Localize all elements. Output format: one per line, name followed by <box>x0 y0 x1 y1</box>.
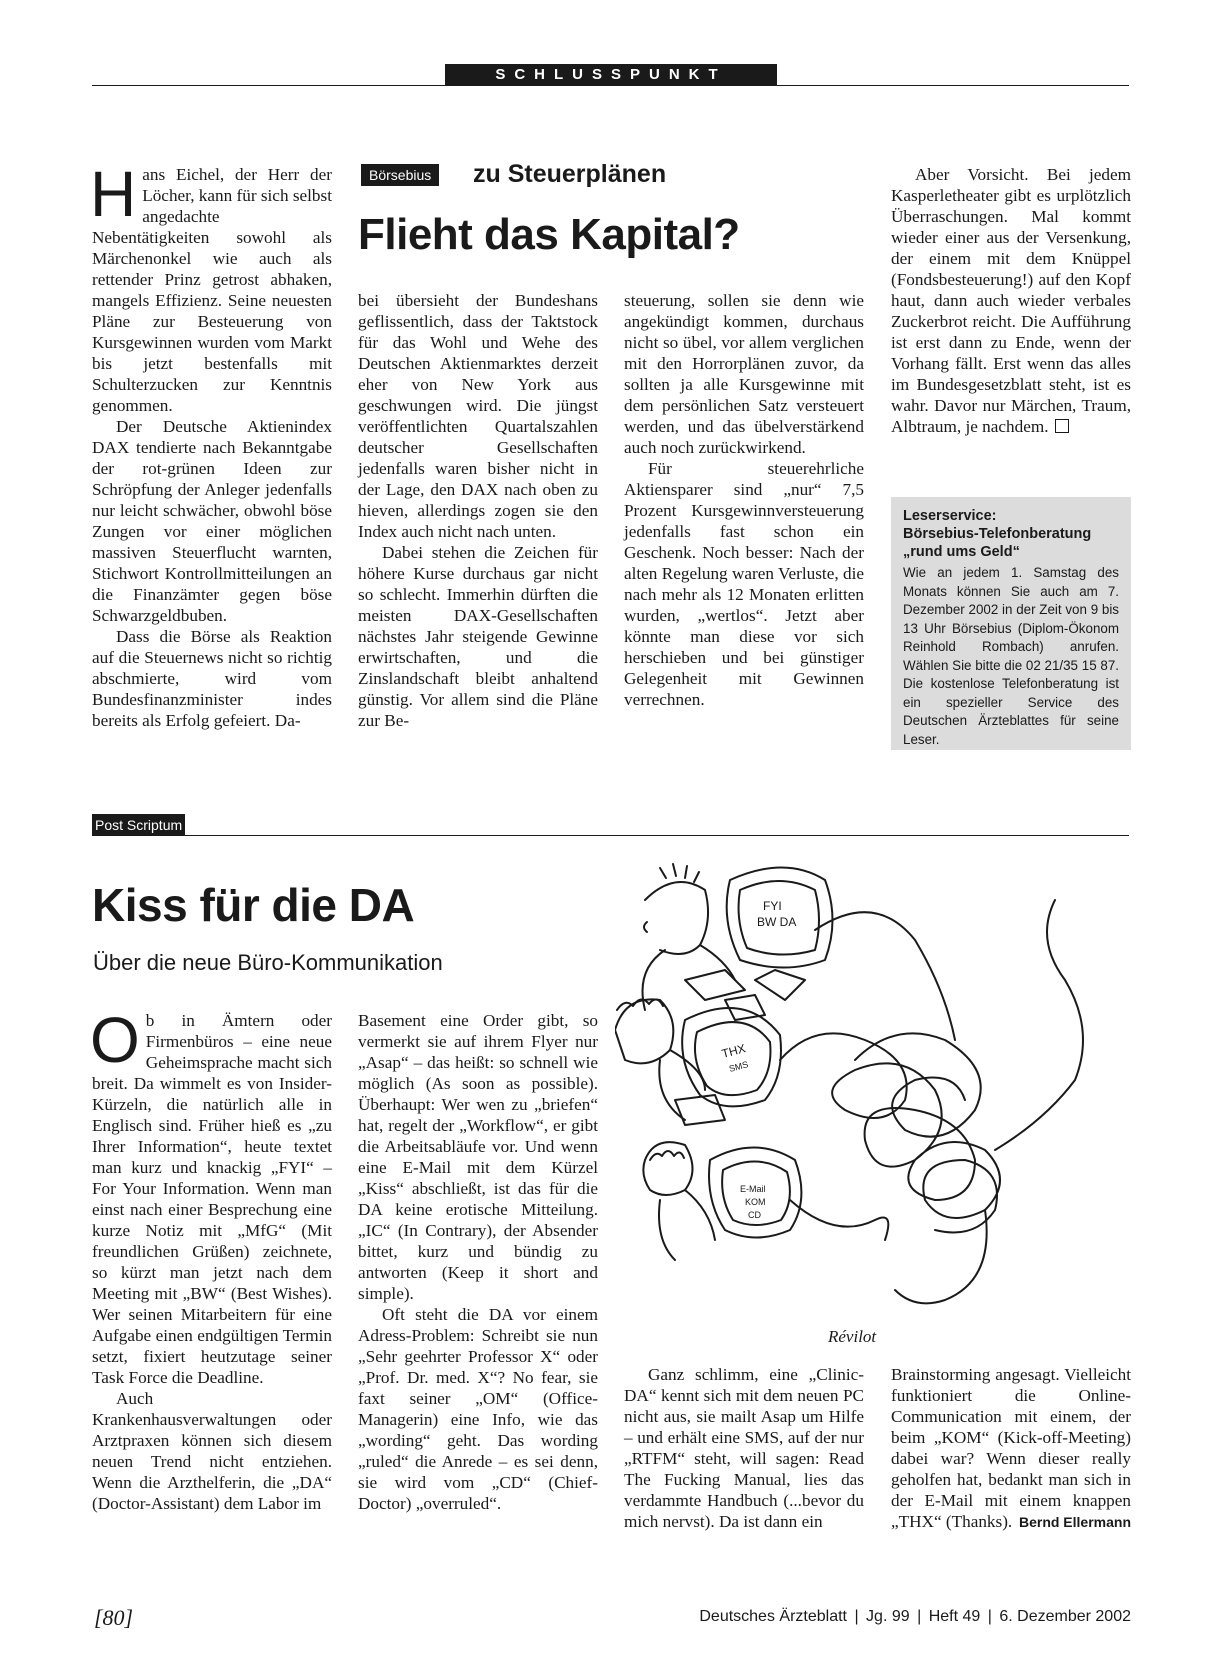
paragraph: Dabei stehen die Zeichen für höhere Kurse durchaus gar nicht so schlecht. Immerhin dürften die meisten DAX-Gesellschaften nächstes Jahr steigende Gewinne erwirtschaften, und die Zinslandschaft bleibt anhaltend günstig. Vor allem sind die Pläne zur Be- <box>358 543 598 730</box>
cartoon-illustration <box>615 860 1130 1350</box>
article2-column-4 <box>891 1364 1131 1532</box>
paragraph: bei übersieht der Bundeshans geflissentlich, dass der Taktstock für das Wohl und Wehe des Deutschen Aktienmarktes derzeit eher von New York aus geschwungen wird. Die jüngst veröffentlichten Quartalszahlen deutscher Gesellschaften jedenfalls waren bisher nicht in der Lage, den DAX nach oben zu hieven, allerdings zogen sie den Index auch nicht nach unten. <box>358 291 598 541</box>
paragraph: Aber Vorsicht. Bei jedem Kasperletheater gibt es urplötzlich Überraschungen. Mal kommt wieder einer aus der Versenkung, der einem mit dem Knüppel (Fondsbesteuerung!) auf den Kopf haut, dann auch wieder verbales Zuckerbrot reicht. Die Aufführung ist erst dann zu Ende, wenn der Vorhang fällt. Erst wenn das alles im Bundesgesetzblatt steht, ist es wahr. Davor nur Märchen, Traum, Albtraum, je nachdem. <box>891 165 1131 436</box>
article1-column-2 <box>358 290 598 731</box>
article1-column-3 <box>624 290 864 710</box>
author-name: Bernd Ellermann <box>1018 1514 1131 1530</box>
article2-column-2 <box>358 1010 598 1514</box>
leserservice-box <box>891 497 1131 750</box>
screen-label: CD <box>748 1210 761 1220</box>
drop-cap: H <box>90 158 137 230</box>
drop-cap: O <box>90 1004 140 1076</box>
end-mark-icon <box>1055 419 1069 433</box>
section-rule <box>92 835 1129 836</box>
paragraph: ans Eichel, der Herr der Löcher, kann für sich selbst angedachte Nebentätigkeiten sowohl als Märchenonkel wie auch als rettender Prinz getrost abhaken, mangels Effizienz. Seine neuesten Pläne zur Besteuerung von Kursgewinnen wurden vom Markt bis jetzt bestenfalls mit Schulterzucken zur Kenntnis genommen. <box>92 165 332 415</box>
screen-label: KOM <box>745 1197 766 1207</box>
article2-tag: Post Scriptum <box>92 814 185 836</box>
screen-label: E-Mail <box>740 1184 766 1194</box>
paragraph: b in Ämtern oder Firmenbüros – eine neue Geheimsprache macht sich breit. Da wimmelt es von Insider-Kürzeln, die natürlich alle in Englisch sind. Früher hieß es „zu Ihrer Information“, heute textet man kurz und knackig „FYI“ – For Your Information. Wenn man einst nach einer Besprechung eine kurze Notiz mit „MfG“ (Mit freundlichen Grüßen) zeichnete, so kürzt man jetzt nach dem Meeting mit „BW“ (Best Wishes). Wer seinen Mitarbeitern für eine Aufgabe einen endgültigen Termin setzt, fixiert heutzutage seiner Task Force die Deadline. <box>92 1011 332 1387</box>
section-title: SCHLUSSPUNKT <box>445 64 777 85</box>
volume: Jg. 99 <box>866 1608 910 1625</box>
paragraph: steuerung, sollen sie denn wie angekündigt kommen, durchaus nicht so übel, vor allem verglichen mit den Horrorplänen zuvor, da sollten ja alle Kursgewinne mit dem persönlichen Satz versteuert werden, und das übelverstärkend auch noch zurückwirkend. <box>624 291 864 457</box>
paragraph: Auch Krankenhausverwaltungen oder Arztpraxen können sich diesem neuen Trend nicht entziehen. Wenn die Arzthelferin, die „DA“ (Doctor-Assistant) dem Labor im <box>92 1389 332 1513</box>
paragraph: Dass die Börse als Reaktion auf die Steuernews nicht so richtig abschmierte, wird vom Bundesfinanzminister indes bereits als Erfolg gefeiert. Da- <box>92 627 332 730</box>
box-title: Börsebius-Telefonberatung <box>903 526 1092 542</box>
paragraph: Ganz schlimm, eine „Clinic-DA“ kennt sich mit dem neuen PC nicht aus, sie mailt Asap um Hilfe – und erhält eine SMS, auf der nur „RTFM“ steht, will sagen: Read The Fucking Manual, lies das verdammte Handbuch (...bevor du mich nervst). Da ist dann ein <box>624 1365 864 1531</box>
screen-label: FYI <box>763 899 782 913</box>
article1-tag: Börsebius <box>361 164 439 186</box>
page-number: [80] <box>94 1605 134 1630</box>
paragraph: Oft steht die DA vor einem Adress-Problem: Schreibt sie nun „Sehr geehrter Professor X“ oder „Prof. Dr. med. X“? No fear, sie faxt seiner „OM“ (Office-Managerin) eine Info, wie das „wording“ geht. Das wording „ruled“ die Anrede – es sei denn, sie wird vom „CD“ (Chief-Doctor) „overruled“. <box>358 1305 598 1513</box>
screen-label: SMS <box>727 1059 750 1074</box>
issue: Heft 49 <box>928 1608 981 1625</box>
article2-column-1 <box>90 1004 332 1514</box>
screen-label: THX <box>720 1041 747 1061</box>
article2-column-3 <box>624 1364 864 1532</box>
person-head <box>645 882 708 954</box>
tangled-cable <box>780 1033 1000 1232</box>
paragraph: Der Deutsche Aktienindex DAX tendierte nach Bekanntgabe der rot-grünen Ideen zur Schröpfung der Anleger jedenfalls nur leicht schwächer, obwohl böse Zungen vor einer möglichen massiven Steuerflucht warnten, Stichwort Kontrollmitteilungen an die Finanzämter gegen böse Schwarzgeldbuben. <box>92 417 332 625</box>
paragraph: Brainstorming angesagt. Vielleicht funktioniert die Online-Communication mit einem, der beim „KOM“ (Kick-off-Meeting) dabei war? Wenn dieser really geholfen hat, bedankt man sich in der E-Mail mit einem knappen „THX“ (Thanks). <box>891 1365 1131 1531</box>
artist-signature: Révilot <box>828 1327 877 1346</box>
box-title: Leserservice: <box>903 508 997 524</box>
article1-column-1 <box>90 158 332 731</box>
footer-citation: Deutsches Ärzteblatt | Jg. 99 | Heft 49 | 6. Dezember 2002 <box>699 1608 1131 1625</box>
box-body: Wie an jedem 1. Samstag des Monats können Sie auch am 7. Dezember 2002 in der Zeit von 9 bis 13 Uhr Börsebius (Diplom-Ökonom Reinhold Rombach) anrufen. Wählen Sie bitte die 02 21/35 15 87. Die kostenlose Telefonberatung ist ein spezieller Service des Deutschen Ärzteblattes für seine Leser. <box>903 565 1119 747</box>
screen-label: BW DA <box>757 915 797 929</box>
paragraph: Basement eine Order gibt, so vermerkt sie auf ihrem Flyer nur „Asap“ – das heißt: so schnell wie möglich (As soon as possible). Überhaupt: Wer wen zu „briefen“ hat, regelt der „Workflow“, er gibt die Arbeitsabläufe vor. Und wenn eine E-Mail mit dem Kürzel „Kiss“ abschließt, ist das für die DA keine erotische Mitteilung. „IC“ (In Contrary), der Absender bittet, kurz und bündig zu antworten (Keep it short and simple). <box>358 1011 598 1303</box>
header-rule <box>92 85 1129 86</box>
paragraph: Für steuerehrliche Aktiensparer sind „nur“ 7,5 Prozent Kursgewinnversteuerung jedenfalls fast schon ein Geschenk. Noch besser: Nach der alten Regelung waren Verluste, die nach mehr als 12 Monaten erlitten wurden, „wertlos“. Jetzt aber könnte man diese vor sich herschieben und bei günstiger Gelegenheit mit Gewinnen verrechnen. <box>624 459 864 709</box>
box-title: „rund ums Geld“ <box>903 544 1020 560</box>
date: 6. Dezember 2002 <box>999 1608 1131 1625</box>
article1-kicker: zu Steuerplänen <box>473 160 667 188</box>
article2-subhead: Über die neue Büro-Kommunikation <box>93 950 443 975</box>
article2-headline: Kiss für die DA <box>92 879 415 931</box>
article1-column-4 <box>891 164 1131 437</box>
journal-name: Deutsches Ärzteblatt <box>699 1608 847 1625</box>
article1-headline: Flieht das Kapital? <box>358 210 740 259</box>
